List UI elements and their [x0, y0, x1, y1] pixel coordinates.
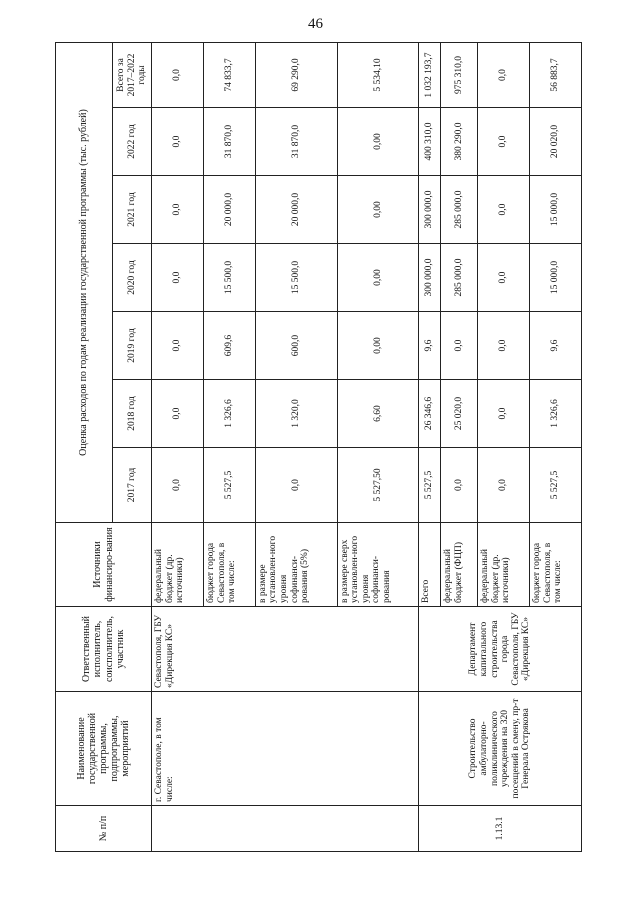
- cell-total: 0,0: [478, 42, 530, 107]
- rotated-table-container: [55, 43, 582, 852]
- cell-value: 6,60: [337, 380, 419, 448]
- cell-value: 0,00: [337, 244, 419, 312]
- cell-value: 0,0: [152, 380, 204, 448]
- row-executor: Департамент капитального строительства города Севастополя, ГБУ «Дирекция КС»: [419, 607, 582, 692]
- cell-value: 0,0: [478, 448, 530, 523]
- cell-value: 0,0: [152, 108, 204, 176]
- header-row-1: [56, 42, 113, 851]
- row-source: Всего: [419, 523, 441, 607]
- cell-value: 285 000,0: [441, 244, 478, 312]
- cell-value: 1 326,6: [203, 380, 255, 448]
- row-name: Строительство амбулаторно-поликлинического учреждения на 320 посещений в смену, пр-т Генерала Острякова: [419, 692, 582, 806]
- cell-value: 0,0: [478, 380, 530, 448]
- cell-value: 5 527,5: [203, 448, 255, 523]
- cell-value: 609,6: [203, 312, 255, 380]
- cell-value: 5 527,5: [530, 448, 582, 523]
- cell-value: 0,00: [337, 176, 419, 244]
- header-estimate: Оценка расходов по годам реализации государственной программы (тыс. рублей): [56, 42, 113, 522]
- cell-value: 5 527,50: [337, 448, 419, 523]
- header-year: 2022 год: [113, 108, 152, 176]
- header-year: 2019 год: [113, 312, 152, 380]
- row-source: бюджет города Севастополя, в том числе:: [530, 523, 582, 607]
- cell-value: 0,0: [478, 244, 530, 312]
- row-source: федеральный бюджет (др. источники): [152, 523, 204, 607]
- cell-total: 74 833,7: [203, 42, 255, 107]
- cell-value: 300 000,0: [419, 244, 441, 312]
- cell-value: 0,00: [337, 108, 419, 176]
- cell-value: 20 000,0: [203, 176, 255, 244]
- cell-value: 300 000,0: [419, 176, 441, 244]
- table-row: [419, 42, 441, 851]
- cell-value: 0,0: [152, 448, 204, 523]
- row-name: г. Севастополе, в том числе:: [152, 692, 419, 806]
- header-year-total: Всего за 2017–2022 годы: [113, 42, 152, 107]
- cell-value: 0,0: [478, 108, 530, 176]
- cell-total: 0,0: [152, 42, 204, 107]
- header-year: 2020 год: [113, 244, 152, 312]
- cell-value: 400 310,0: [419, 108, 441, 176]
- cell-total: 1 032 193,7: [419, 42, 441, 107]
- cell-value: 0,0: [255, 448, 337, 523]
- header-name: Наименование государственной программы, подпрограммы, мероприятий: [56, 692, 152, 806]
- cell-value: 15 000,0: [530, 176, 582, 244]
- row-source: в размере установлен-ного уровня софинанси-рования (5%): [255, 523, 337, 607]
- header-source: Источники финансиро-вания: [56, 523, 152, 607]
- cell-value: 9,6: [530, 312, 582, 380]
- cell-value: 20 020,0: [530, 108, 582, 176]
- cell-value: 0,0: [152, 312, 204, 380]
- row-source: в размере сверх установлен-ного уровня софинанси-рования: [337, 523, 419, 607]
- page-number: 46: [308, 16, 323, 32]
- cell-value: 0,0: [152, 176, 204, 244]
- cell-value: 0,0: [441, 312, 478, 380]
- row-source: федеральный бюджет (др. источники): [478, 523, 530, 607]
- cell-value: 285 000,0: [441, 176, 478, 244]
- header-year: 2017 год: [113, 448, 152, 523]
- cell-value: 15 500,0: [203, 244, 255, 312]
- cell-value: 380 290,0: [441, 108, 478, 176]
- cell-value: 5 527,5: [419, 448, 441, 523]
- header-year: 2018 год: [113, 380, 152, 448]
- cell-value: 15 500,0: [255, 244, 337, 312]
- cell-value: 0,0: [478, 176, 530, 244]
- row-source: федеральный бюджет (ФЦП): [441, 523, 478, 607]
- cell-value: 0,00: [337, 312, 419, 380]
- header-num: № п/п: [56, 806, 152, 852]
- cell-value: 0,0: [152, 244, 204, 312]
- cell-value: 1 326,6: [530, 380, 582, 448]
- row-source: бюджет города Севастополя, в том числе:: [203, 523, 255, 607]
- budget-table: [55, 42, 582, 852]
- header-executor: Ответственный исполнитель, соисполнитель, участник: [56, 607, 152, 692]
- cell-value: 31 870,0: [203, 108, 255, 176]
- cell-total: 975 310,0: [441, 42, 478, 107]
- cell-value: 26 346,6: [419, 380, 441, 448]
- cell-value: 20 000,0: [255, 176, 337, 244]
- cell-value: 25 020,0: [441, 380, 478, 448]
- cell-total: 69 290,0: [255, 42, 337, 107]
- cell-value: 31 870,0: [255, 108, 337, 176]
- header-year: 2021 год: [113, 176, 152, 244]
- row-num: [152, 806, 419, 852]
- cell-value: 0,0: [441, 448, 478, 523]
- cell-total: 5 534,10: [337, 42, 419, 107]
- cell-value: 1 320,0: [255, 380, 337, 448]
- row-executor: Севастополя, ГБУ «Дирекция КС»: [152, 607, 419, 692]
- cell-value: 9,6: [419, 312, 441, 380]
- cell-value: 0,0: [478, 312, 530, 380]
- cell-total: 56 883,7: [530, 42, 582, 107]
- cell-value: 15 000,0: [530, 244, 582, 312]
- cell-value: 600,0: [255, 312, 337, 380]
- row-num: 1.13.1: [419, 806, 582, 852]
- table-row: [152, 42, 204, 851]
